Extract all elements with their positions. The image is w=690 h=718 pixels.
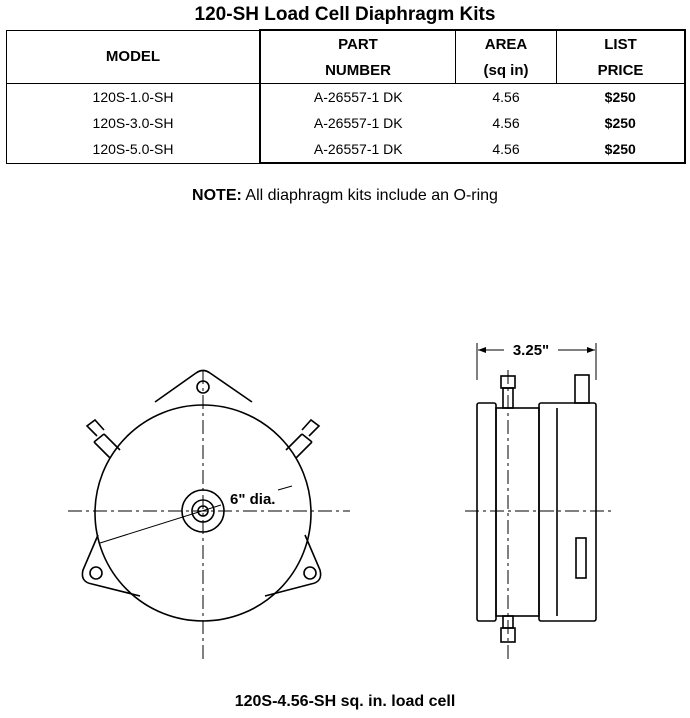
cell-model: 120S-5.0-SH [7,136,261,163]
note-label: NOTE: [192,187,242,204]
cell-area: 4.56 [492,115,520,131]
header-price-line1: LIST [557,30,686,57]
mounting-ear-bottom-left [82,535,140,596]
figure-caption: 120S-4.56-SH sq. in. load cell [234,693,456,710]
width-label: 3.25" [512,342,550,359]
cell-model: 120S-3.0-SH [7,110,261,136]
cell-area: 4.56 [456,136,557,163]
mounting-ear-bottom-right [265,535,321,596]
diameter-label: 6" dia. [230,491,276,508]
side-body [496,408,539,616]
front-view [68,370,350,660]
header-part-line1: PART [260,30,456,57]
bolt-hole-left [90,567,102,579]
side-slot [576,538,586,578]
cell-model: 120S-1.0-SH [7,84,261,111]
cell-part-number: A-26557-1 DK [260,84,456,111]
diameter-dimension-line-right [278,486,292,490]
connector-left [87,420,120,458]
table-header-row-1 [7,30,686,57]
diaphragm-kits-table [6,29,686,164]
table-row [7,110,686,136]
load-cell-drawing [0,330,690,680]
side-view [465,342,612,660]
cell-area: 4.56 [492,89,520,105]
table-row [7,136,686,163]
header-area-line1: AREA [456,30,557,57]
page-title: 120-SH Load Cell Diaphragm Kits [194,4,496,25]
side-mounting-ear [575,375,589,403]
header-part-line2: NUMBER [260,57,456,84]
bolt-hole-right [304,567,316,579]
header-price-line2: PRICE [557,57,686,84]
header-model: MODEL [7,30,261,84]
cell-part-number: A-26557-1 DK [260,136,456,163]
cell-part-number: A-26557-1 DK [260,110,456,136]
table-row [7,84,686,111]
side-base-plate [477,403,496,621]
note-text: All diaphragm kits include an O-ring [241,187,498,204]
connector-right [286,420,319,458]
cell-price: $250 [557,110,686,136]
side-top-flange [539,403,596,621]
header-area-line2: (sq in) [456,57,557,84]
kit-note [0,187,690,205]
cell-price: $250 [557,84,686,111]
cell-price: $250 [557,136,686,163]
